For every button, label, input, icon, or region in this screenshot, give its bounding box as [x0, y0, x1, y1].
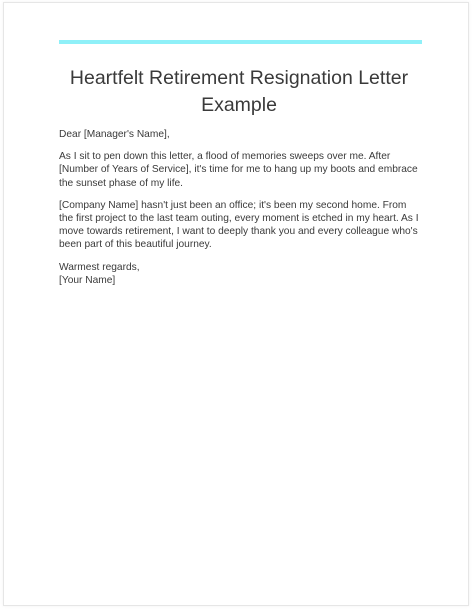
letter-signature: [Your Name]	[59, 274, 116, 286]
letter-closing: Warmest regards,	[59, 261, 140, 273]
document-page	[3, 2, 469, 606]
letter-paragraph-1: As I sit to pen down this letter, a flood of memories sweeps over me. After [Number of Years of Service], it's time for me to hang up my boots and embrace the sunset phase of my life.	[59, 151, 418, 189]
document-title: Heartfelt Retirement Resignation Letter Example	[69, 67, 409, 116]
letter-signoff	[59, 261, 419, 287]
header-accent-bar	[59, 40, 422, 44]
letter-body	[59, 128, 419, 296]
letter-salutation: Dear [Manager's Name],	[59, 129, 170, 140]
letter-paragraph-2: [Company Name] hasn't just been an office; it's been my second home. From the first project to the last team outing, every moment is etched in my heart. As I move towards retirement, I want to deeply thank you and every colleague who's been part of this beautiful journey.	[59, 199, 419, 251]
